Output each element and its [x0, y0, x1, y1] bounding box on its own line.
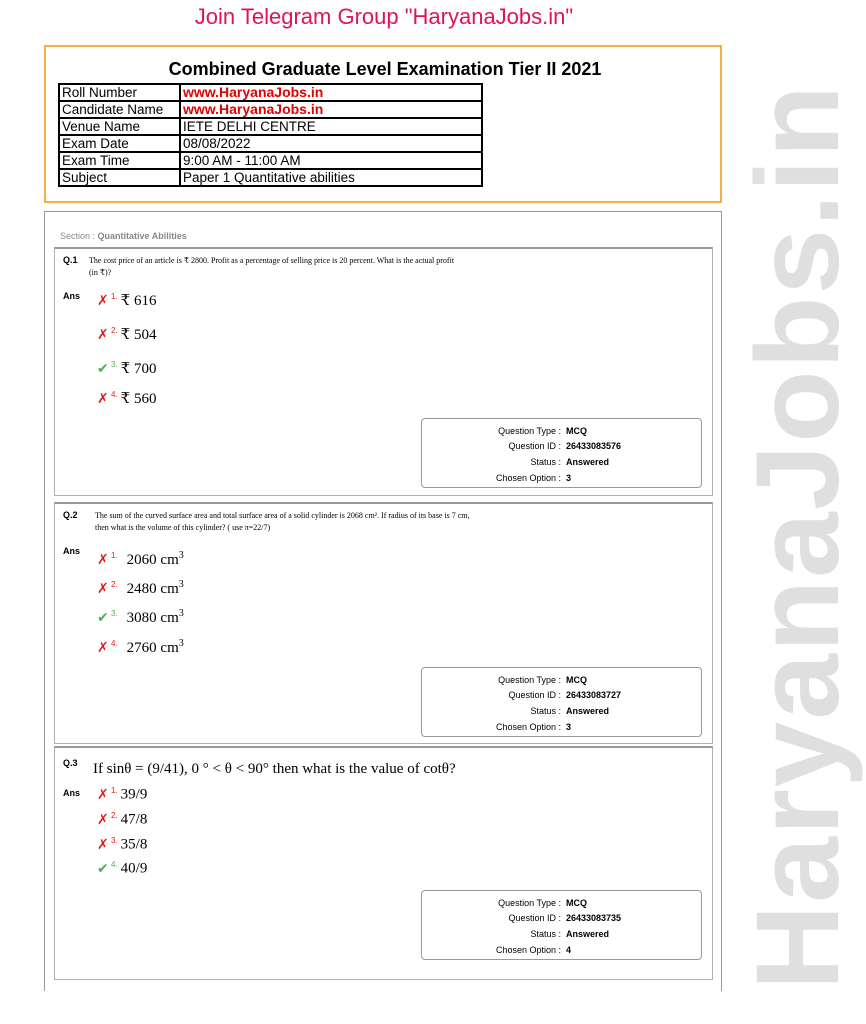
option-number: 3. — [111, 608, 118, 618]
meta-label: Question ID : — [508, 441, 561, 451]
info-label: Candidate Name — [59, 101, 180, 118]
option-unit-power: 3 — [178, 638, 184, 649]
section-prefix: Section : — [60, 231, 98, 241]
question-number: Q.2 — [63, 510, 78, 520]
question-number: Q.1 — [63, 255, 78, 265]
info-value: www.HaryanaJobs.in — [180, 84, 482, 101]
exam-title: Combined Graduate Level Examination Tier II 2021 — [168, 59, 602, 79]
info-row-venue-name — [59, 118, 482, 135]
option-3 — [97, 836, 147, 856]
info-label: Exam Time — [59, 152, 180, 169]
wrong-mark-icon: ✗ — [97, 836, 109, 853]
meta-label: Question Type : — [498, 426, 561, 436]
option-number: 2. — [111, 811, 118, 820]
info-value: IETE DELHI CENTRE — [180, 118, 482, 135]
candidate-info-table — [58, 83, 483, 187]
option-number: 4. — [111, 389, 118, 399]
option-1 — [97, 786, 147, 806]
option-value: 2760 — [126, 640, 157, 656]
option-2 — [97, 579, 184, 599]
meta-label: Status : — [530, 706, 561, 716]
meta-question-type — [422, 673, 701, 687]
question-text — [89, 255, 539, 279]
info-label: Exam Date — [59, 135, 180, 152]
meta-chosen-option — [422, 943, 701, 957]
info-label: Subject — [59, 169, 180, 186]
option-number: 3. — [111, 836, 118, 845]
option-1 — [97, 550, 184, 570]
option-value: 2480 — [126, 581, 157, 597]
option-text: 47/8 — [120, 811, 148, 828]
option-unit-power: 3 — [178, 608, 184, 619]
option-number: 1. — [111, 291, 118, 301]
answer-label: Ans — [63, 788, 81, 798]
meta-label: Chosen Option : — [495, 473, 561, 483]
wrong-mark-icon: ✗ — [97, 639, 109, 655]
meta-status — [422, 704, 701, 718]
meta-value: 4 — [566, 945, 572, 955]
info-value: www.HaryanaJobs.in — [180, 101, 482, 118]
option-text: ₹ 504 — [120, 327, 157, 343]
option-unit-power: 3 — [178, 550, 184, 561]
correct-check-icon: ✔ — [97, 860, 109, 877]
question-text-line: then what is the volume of this cylinder? ( use π=22/7) — [95, 523, 271, 532]
question-card-2 — [54, 502, 713, 744]
telegram-banner: Join Telegram Group "HaryanaJobs.in" — [194, 4, 574, 29]
meta-label: Chosen Option : — [495, 945, 561, 955]
meta-chosen-option — [422, 720, 701, 734]
option-number: 2. — [111, 325, 118, 335]
meta-label: Question ID : — [508, 913, 561, 923]
meta-value: 26433083576 — [566, 441, 622, 451]
option-unit: cm — [160, 640, 179, 656]
option-2 — [97, 811, 147, 831]
question-meta-box — [421, 667, 702, 737]
option-unit: cm — [160, 610, 179, 626]
meta-value: Answered — [566, 457, 610, 467]
option-2 — [97, 325, 156, 345]
info-row-roll-number — [59, 84, 482, 101]
wrong-mark-icon: ✗ — [97, 811, 109, 828]
meta-value: 26433083727 — [566, 690, 622, 700]
option-text: ₹ 560 — [120, 391, 157, 407]
option-text — [127, 640, 184, 656]
meta-value: MCQ — [566, 675, 587, 685]
meta-question-id — [422, 911, 701, 925]
meta-value: Answered — [566, 706, 610, 716]
meta-label: Question Type : — [498, 898, 561, 908]
meta-value: Answered — [566, 929, 610, 939]
info-label: Venue Name — [59, 118, 180, 135]
wrong-mark-icon: ✗ — [97, 786, 109, 803]
question-meta-box — [421, 418, 702, 488]
question-text — [95, 510, 565, 534]
meta-label: Chosen Option : — [495, 722, 561, 732]
option-unit-power: 3 — [178, 579, 184, 590]
meta-status — [422, 455, 701, 469]
question-text-line: The cost price of an article is ₹ 2800. Profit as a percentage of selling price is 20 percent. What is the actual profit — [89, 256, 455, 265]
meta-label: Question Type : — [498, 675, 561, 685]
option-4 — [97, 638, 184, 658]
section-name: Quantitative Abilities — [97, 231, 187, 241]
meta-question-type — [422, 424, 701, 438]
question-card-1 — [54, 247, 713, 496]
question-text-line: (in ₹)? — [89, 268, 112, 277]
meta-value: MCQ — [566, 426, 587, 436]
meta-question-id — [422, 439, 701, 453]
meta-value: 3 — [566, 722, 572, 732]
option-text: ₹ 616 — [120, 293, 157, 309]
watermark-text: HaryanaJobs.in — [732, 83, 864, 990]
meta-question-id — [422, 688, 701, 702]
option-1 — [97, 291, 156, 311]
info-row-subject — [59, 169, 482, 186]
answer-label: Ans — [63, 546, 81, 556]
option-number: 4. — [111, 638, 118, 648]
candidate-info-box — [44, 45, 722, 203]
meta-value: 26433083735 — [566, 913, 622, 923]
option-unit: cm — [160, 552, 179, 568]
option-unit: cm — [160, 581, 179, 597]
question-number: Q.3 — [63, 758, 78, 768]
option-value: 3080 — [126, 610, 157, 626]
meta-question-type — [422, 896, 701, 910]
option-text — [127, 552, 184, 568]
meta-label: Question ID : — [508, 690, 561, 700]
option-number: 2. — [111, 579, 118, 589]
option-text — [127, 581, 184, 597]
meta-value: 3 — [566, 473, 572, 483]
option-number: 1. — [111, 550, 118, 560]
meta-value: MCQ — [566, 898, 587, 908]
option-text: 35/8 — [120, 836, 148, 853]
correct-check-icon: ✔ — [97, 360, 109, 376]
wrong-mark-icon: ✗ — [97, 326, 109, 342]
option-text — [127, 610, 184, 626]
option-text: ₹ 700 — [120, 361, 157, 377]
question-meta-box — [421, 890, 702, 960]
meta-status — [422, 927, 701, 941]
wrong-mark-icon: ✗ — [97, 390, 109, 406]
correct-check-icon: ✔ — [97, 609, 109, 625]
option-3 — [97, 608, 184, 628]
option-number: 1. — [111, 786, 118, 795]
option-number: 4. — [111, 860, 118, 869]
info-value: 08/08/2022 — [180, 135, 482, 152]
option-number: 3. — [111, 359, 118, 369]
question-card-3 — [54, 746, 713, 980]
question-text-line: The sum of the curved surface area and total surface area of a solid cylinder is 2068 cm². If radius of its base is 7 cm, — [95, 511, 470, 520]
option-4 — [97, 860, 147, 880]
answer-label: Ans — [63, 291, 81, 301]
option-value: 2060 — [126, 552, 157, 568]
info-value: Paper 1 Quantitative abilities — [180, 169, 482, 186]
info-row-exam-time — [59, 152, 482, 169]
info-value: 9:00 AM - 11:00 AM — [180, 152, 482, 169]
wrong-mark-icon: ✗ — [97, 580, 109, 596]
wrong-mark-icon: ✗ — [97, 292, 109, 308]
info-row-candidate-name — [59, 101, 482, 118]
option-text: 40/9 — [120, 860, 148, 877]
info-row-exam-date — [59, 135, 482, 152]
meta-label: Status : — [530, 929, 561, 939]
wrong-mark-icon: ✗ — [97, 551, 109, 567]
option-3 — [97, 359, 156, 379]
meta-label: Status : — [530, 457, 561, 467]
meta-chosen-option — [422, 471, 701, 485]
option-text: 39/9 — [120, 786, 148, 803]
section-label — [60, 231, 187, 241]
info-label: Roll Number — [59, 84, 180, 101]
option-4 — [97, 389, 156, 409]
question-text: If sinθ = (9/41), 0 ° < θ < 90° then what is the value of cotθ? — [93, 761, 456, 777]
